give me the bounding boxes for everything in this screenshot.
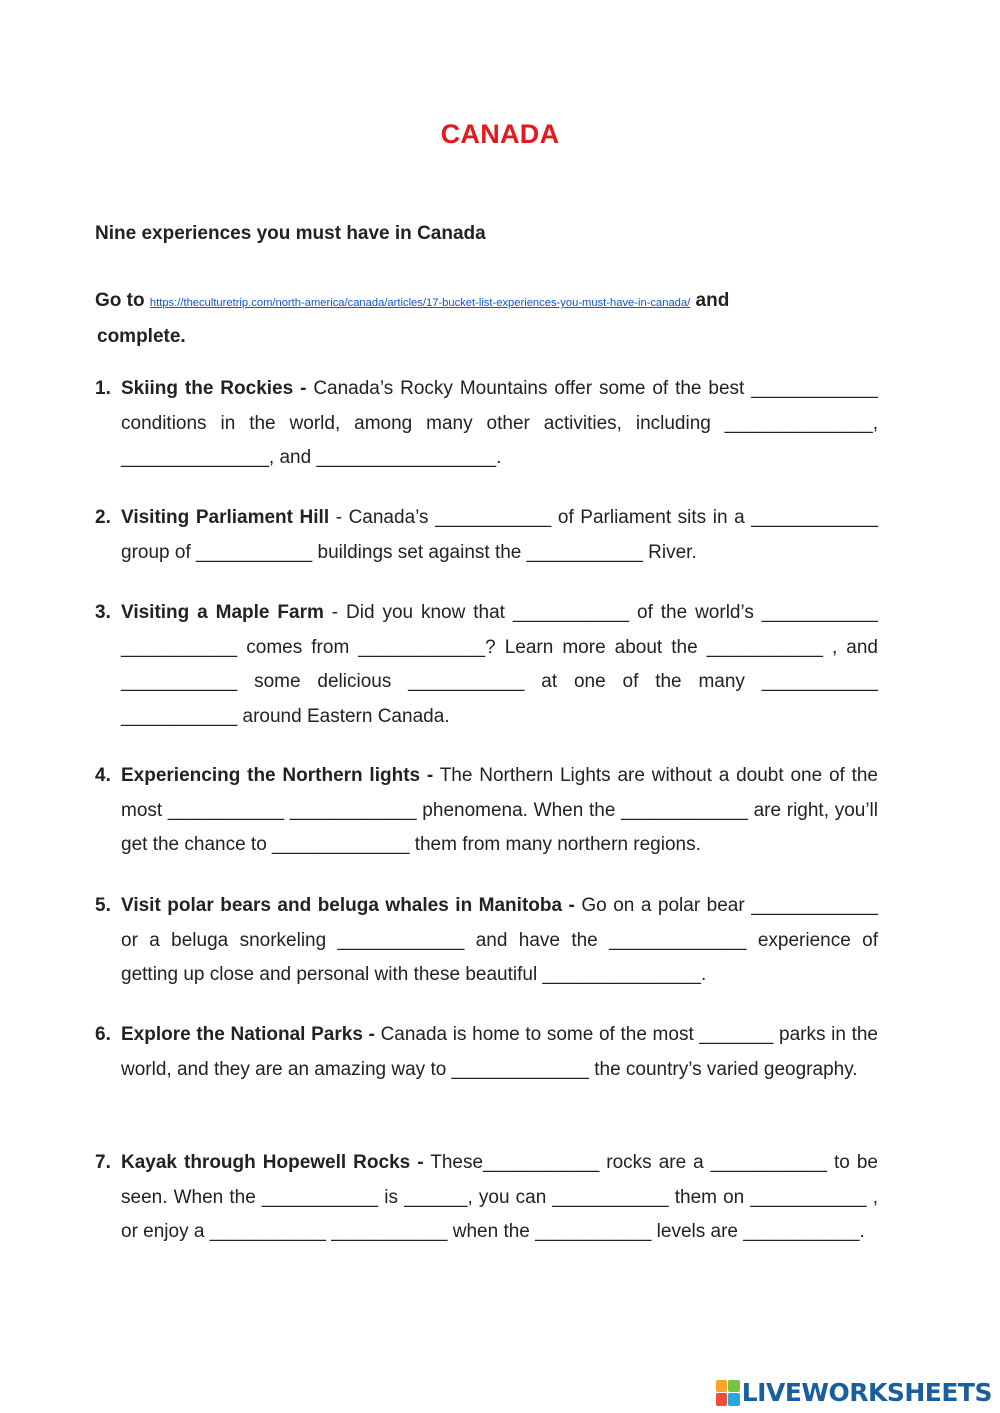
item-text: Canada’s Rocky Mountains offer some of the best ____________ conditions in the world, among many other activities, including ______________, ______________, and _________________. [121, 378, 878, 469]
liveworksheets-logo-icon [716, 1380, 740, 1406]
list-item [95, 1146, 878, 1250]
brand-name: LIVEWORKSHEETS [741, 1378, 992, 1407]
item-text: These___________ rocks are a ___________ to be seen. When the ___________ is ______, you can ___________ them on ___________ , or enjoy a ___________ ___________ when the ___________ levels are ___________. [121, 1152, 878, 1243]
item-number: 6. [95, 1024, 111, 1045]
item-heading: Experiencing the Northern lights - [121, 765, 434, 786]
item-text: The Northern Lights are without a doubt one of the most ___________ ____________ phenomena. When the ____________ are right, you’ll get the chance to _____________ them from many northern regions. [121, 765, 878, 856]
item-text: - Did you know that ___________ of the world’s ___________ ___________ comes from ____________? Learn more about the ___________ , and ___________ some delicious ___________ at one of the many ___________ ___________ around Eastern Canada. [121, 602, 879, 728]
list-item [95, 1018, 879, 1087]
item-number: 3. [95, 602, 111, 623]
item-number: 2. [95, 507, 111, 528]
instruction-second-line: complete. [97, 326, 186, 347]
item-heading: Skiing the Rockies - [121, 378, 307, 399]
item-number: 7. [95, 1152, 111, 1173]
list-item [95, 501, 879, 570]
instruction-prefix: Go to [95, 290, 145, 311]
item-text: Go on a polar bear ____________ or a beluga snorkeling ____________ and have the _____________ experience of getting up close and personal with these beautiful _______________. [121, 895, 878, 986]
item-heading: Visit polar bears and beluga whales in Manitoba - [121, 895, 575, 916]
list-item [95, 759, 878, 863]
item-number: 4. [95, 765, 111, 786]
page-title: CANADA [440, 119, 560, 149]
item-number: 1. [95, 378, 111, 399]
item-number: 5. [95, 895, 111, 916]
list-item [95, 596, 879, 735]
item-text: Canada is home to some of the most _______ parks in the world, and they are an amazing way to _____________ the country’s varied geography. [121, 1024, 879, 1080]
list-item [95, 889, 878, 993]
worksheet-subtitle: Nine experiences you must have in Canada [95, 223, 486, 244]
item-heading: Visiting Parliament Hill [121, 507, 330, 528]
item-heading: Visiting a Maple Farm [121, 602, 324, 623]
item-text: - Canada’s ___________ of Parliament sits in a ____________ group of ___________ buildings set against the ___________ River. [121, 507, 879, 563]
item-heading: Explore the National Parks - [121, 1024, 375, 1045]
liveworksheets-brand [716, 1378, 992, 1407]
item-heading: Kayak through Hopewell Rocks - [121, 1152, 424, 1173]
article-link[interactable]: https://theculturetrip.com/north-america/canada/articles/17-bucket-list-experiences-you-must-have-in-canada/ [149, 297, 691, 309]
instruction-suffix: and [695, 290, 730, 311]
list-item [95, 372, 878, 476]
instruction [95, 284, 885, 354]
